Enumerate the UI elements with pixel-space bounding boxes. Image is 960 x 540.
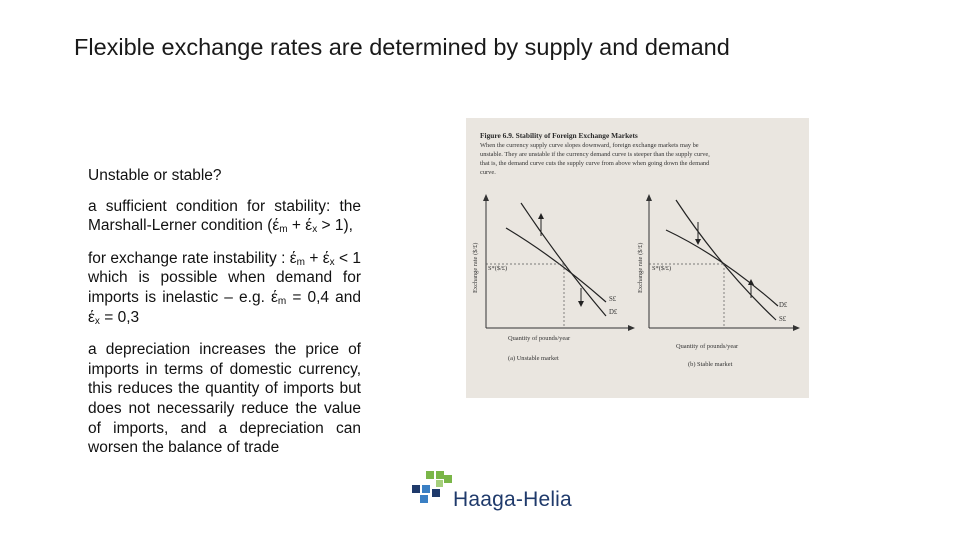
depreciation-paragraph: a depreciation increases the price of imports in terms of domestic currency, this reduces the quantity of imports but does not necessarily reduce the value of imports, and a depreciation can worsen the balance of trade bbox=[88, 341, 361, 457]
left-ylabel: Exchange rate ($/£) bbox=[472, 242, 479, 293]
logo-text: Haaga-Helia bbox=[453, 488, 572, 511]
left-equilibrium-label: S*($/£) bbox=[488, 265, 508, 272]
logo-mark-icon bbox=[412, 471, 452, 515]
figure-caption-title: Figure 6.9. Stability of Foreign Exchange Markets bbox=[480, 131, 638, 140]
left-demand-label: D£ bbox=[609, 309, 618, 316]
right-supply-label: S£ bbox=[779, 316, 787, 323]
figure-caption-line: curve. bbox=[480, 169, 496, 176]
figure-caption-line: When the currency supply curve slopes downward, foreign exchange markets may be bbox=[480, 142, 699, 149]
figure-caption-line: unstable. They are unstable if the currency demand curve is steeper than the supply curve, bbox=[480, 151, 710, 158]
haaga-helia-logo bbox=[412, 469, 582, 517]
right-panel-label: (b) Stable market bbox=[688, 361, 733, 368]
right-ylabel: Exchange rate ($/£) bbox=[637, 242, 644, 293]
slide-title: Flexible exchange rates are determined by supply and demand bbox=[74, 34, 730, 60]
right-demand-label: D£ bbox=[779, 302, 788, 309]
left-panel-label: (a) Unstable market bbox=[508, 355, 559, 362]
right-xlabel: Quantity of pounds/year bbox=[676, 343, 739, 350]
stability-condition-paragraph: a sufficient condition for stability: the Marshall-Lerner condition $(έ_m + έ_x > 1)$, bbox=[88, 197, 361, 236]
body-text bbox=[88, 166, 361, 471]
stable-market-panel bbox=[637, 194, 800, 368]
right-equilibrium-label: S*($/£) bbox=[652, 265, 672, 272]
left-xlabel: Quantity of pounds/year bbox=[508, 335, 571, 342]
figure-caption-line: that is, the demand curve cuts the supply curve from above when going down the demand bbox=[480, 160, 710, 167]
question-text: Unstable or stable? bbox=[88, 167, 222, 184]
instability-condition-paragraph: for exchange rate instability : $έ_m + έ_x < 1$ which is possible when demand for imports is inelastic – e.g. $έ_m = 0,4$ and $έ_x = 0,3$ bbox=[88, 249, 361, 327]
textbook-figure-image bbox=[466, 118, 809, 398]
unstable-market-panel bbox=[472, 194, 635, 362]
left-supply-label: S£ bbox=[609, 296, 617, 303]
